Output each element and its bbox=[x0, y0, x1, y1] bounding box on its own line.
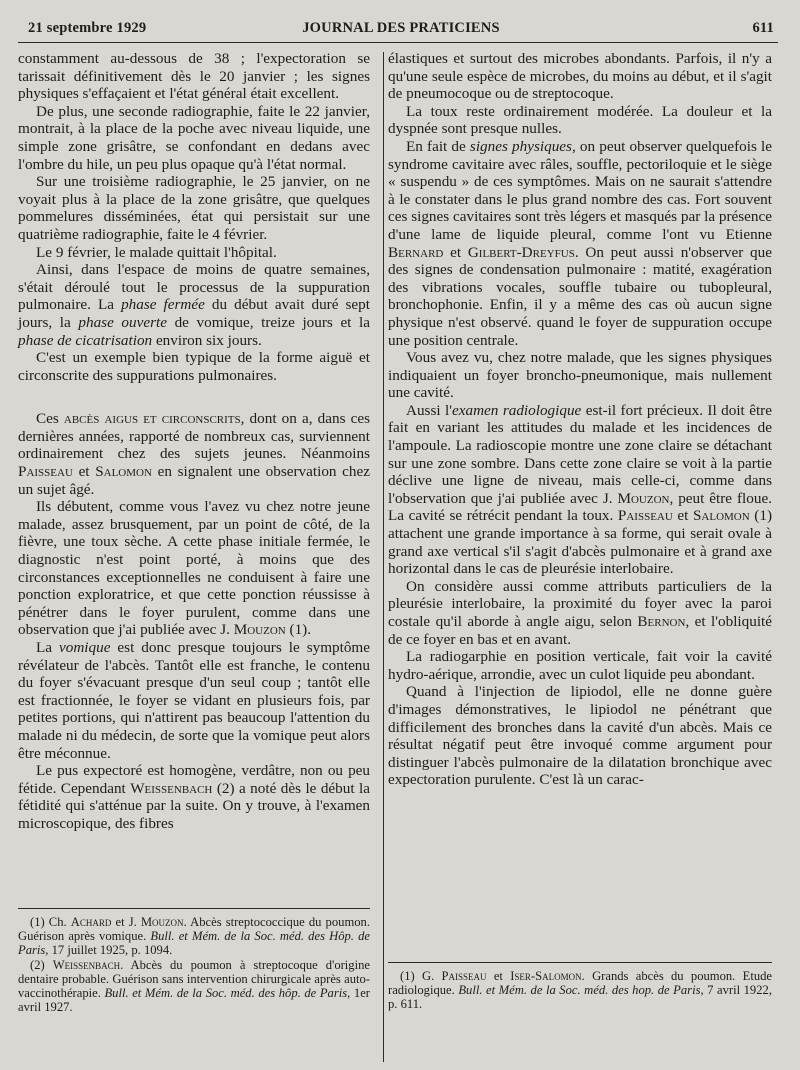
text-run: environ six jours. bbox=[152, 331, 262, 349]
header-page-number: 611 bbox=[752, 20, 774, 36]
text-run: de vomique, treize jours et la bbox=[166, 313, 370, 331]
paragraph bbox=[388, 578, 772, 648]
text-run: (2) a noté dès le début la fétidité qui s'atténue par la suite. On y trouve, à l'examen microscopique, des fibres bbox=[18, 779, 370, 832]
text-run: Ils débutent, comme vous l'avez vu chez notre jeune malade, assez brusquement, par un point de côté, de la fièvre, une toux sèche. A cette phase initiale fermée, le diagnostic n'est point porté, à moins que des circonstances exceptionnelles ne conduisent à faire une ponction exploratrice, et que cette ponction réussisse à pénétrer dans le foyer purulent, comme dans une observation que j'ai publiée avec J. bbox=[18, 498, 370, 639]
text-run: est donc presque toujours le symptôme révélateur de l'abcès. Tantôt elle est franche, le contenu du foyer s'évacuant presque d'un seul coup ; tantôt elle est fractionnée, le foyer se vidant en plusieurs fois, par petites portions, qui n'attirent pas beaucoup l'attention du malade ni du médecin, de sorte que la vomique peut alors être méconnue. bbox=[18, 639, 370, 762]
text-run: (1) attachent une grande importance à sa forme, qui serait ovale à grand axe vertical s'il s'agit d'abcès pulmonaire et à grand axe horizontal dans le cas de pleurésie interlobaire. bbox=[388, 507, 773, 578]
small-caps-term: abcès aigus et circonscrits bbox=[63, 410, 241, 428]
text-run: et bbox=[672, 507, 693, 525]
paragraph: Le 9 février, le malade quittait l'hôpital. bbox=[36, 243, 277, 261]
text-run: La bbox=[36, 639, 59, 656]
text-run: du début avait duré sept jours, la bbox=[18, 296, 370, 331]
italic-term: phase ouverte bbox=[78, 313, 167, 331]
journal-citation: Bull. et Mém. de la Soc. méd. des hôp. de Paris, bbox=[104, 986, 351, 1001]
author-name: Mouzon bbox=[617, 489, 670, 507]
author-name: Salomon bbox=[95, 463, 152, 481]
paragraph: Sur une troisième radiographie, le 25 janvier, on ne voyait plus à la place de la zone grisâtre, que quelques pommelures disséminées, état qui persistait sur une quatrième radiographie, faite le 4 février. bbox=[18, 173, 370, 243]
journal-citation: Bull. et Mém. de la Soc. méd. des Hôp. de Paris, bbox=[18, 929, 370, 958]
text-run: (1) Ch. bbox=[30, 915, 71, 929]
text-run: en signalent une observation chez un sujet âgé. bbox=[18, 463, 370, 498]
author-name: Weissenbach bbox=[130, 779, 213, 797]
journal-citation: Bull. et Mém. de la Soc. méd. des hop. de Paris, bbox=[458, 983, 704, 998]
header-date: 21 septembre 1929 bbox=[28, 20, 147, 36]
header-journal-title: JOURNAL DES PRATICIENS bbox=[302, 20, 500, 36]
left-footnotes bbox=[18, 908, 370, 1014]
header-rule bbox=[18, 42, 778, 43]
column-divider bbox=[383, 52, 384, 1062]
text-run: . Grands abcès du poumon. Etude radiologique. bbox=[388, 969, 772, 998]
author-name: Mouzon bbox=[233, 621, 286, 639]
paragraph: C'est un exemple bien typique de la forme aiguë et circonscrite des suppurations pulmonaires. bbox=[18, 349, 370, 384]
right-footnotes bbox=[388, 962, 772, 1012]
paragraph: élastiques et surtout des microbes abondants. Parfois, il n'y a qu'une seule espèce de microbes, du moins au début, et il s'agit de pneumocoque ou de streptocoque. bbox=[388, 50, 772, 103]
footnote bbox=[18, 915, 370, 958]
paragraph: La toux reste ordinairement modérée. La douleur et la dyspnée sont presque nulles. bbox=[388, 102, 772, 138]
text-run: On considère aussi comme attributs particuliers de la pleurésie interlobaire, la proximité du foyer avec la paroi costale qu'il aborde à angle aigu, selon bbox=[388, 577, 772, 630]
author-name: Paisseau bbox=[18, 463, 73, 481]
right-column bbox=[388, 50, 772, 789]
paragraph bbox=[18, 498, 370, 639]
author-name: Salomon bbox=[692, 507, 750, 525]
paragraph bbox=[388, 402, 772, 578]
left-column bbox=[18, 50, 370, 833]
italic-term: vomique bbox=[59, 639, 111, 656]
text-run: et bbox=[486, 969, 511, 983]
author-name: Bernard bbox=[388, 243, 444, 261]
text-run: , peut être floue. La cavité se rétrécit pendant la toux. bbox=[388, 489, 772, 525]
text-run: 1er avril 1927. bbox=[18, 986, 370, 1015]
italic-term: examen radiologique bbox=[452, 401, 582, 419]
text-run: , dont on a, dans ces dernières années, rapporté de nombreux cas, surviennent ordinairement chez des sujets jeunes. Néanmoins bbox=[18, 410, 371, 463]
text-run: (2) bbox=[30, 957, 53, 972]
text-run: 7 avril 1922, p. 611. bbox=[388, 983, 772, 1012]
text-run: et bbox=[72, 463, 96, 481]
text-run: , on peut observer quelquefois le syndrome cavitaire avec râles, souffle, pectoriloquie et le siège « suspendu » de ces symptômes. Mais on ne saurait s'attendre à le constater dans le plus grand nombre des cas. Fort souvent ces signes cavitaires sont très légers et masqués par la présence d'une lame de liquide pleural, comme l'ont vu Etienne bbox=[388, 137, 772, 243]
text-run: , et l'obliquité de ce foyer en bas et en avant. bbox=[388, 613, 772, 648]
text-run: (1). bbox=[285, 621, 312, 639]
footnote bbox=[388, 969, 772, 1012]
text-run: Le pus expectoré est homogène, verdâtre, non ou peu fétide. Cependant bbox=[18, 762, 370, 797]
footnote bbox=[18, 958, 370, 1015]
text-run: (1) G. bbox=[400, 969, 442, 983]
text-run: . Abcès du poumon à streptocoque d'origine dentaire probable. Guérison sans intervention chirurgicale après auto-vaccinothérapie. bbox=[18, 957, 370, 1001]
running-header bbox=[28, 16, 774, 40]
text-run: . On peut aussi n'observer que des signes de condensation pulmonaire : matité, exagération des vibrations vocales, souffle tubaire ou tubopleural, bronchophonie. Enfin, il y a même des cas où aucun signe physique n'est observé. quand le foyer de suppuration occupe une position centrale. bbox=[388, 243, 772, 349]
italic-term: signes physiques bbox=[469, 137, 572, 155]
author-name: Bernon bbox=[637, 613, 686, 630]
author-name: Mouzon bbox=[140, 915, 184, 929]
text-run: Ces bbox=[36, 410, 64, 428]
paragraph: La radiogarphie en position verticale, fait voir la cavité hydro-aérique, arrondie, avec un culot liquide peu abondant. bbox=[388, 648, 772, 683]
paragraph: Vous avez vu, chez notre malade, que les signes physiques indiquaient un foyer broncho-pneumonique, mais nullement une cavité. bbox=[388, 349, 772, 402]
author-name: Gilbert-Dreyfus bbox=[467, 243, 575, 261]
footnote-rule bbox=[388, 962, 772, 963]
paragraph: constamment au-dessous de 38 ; l'expectoration se tarissait définitivement dès le 20 janvier ; les signes physiques s'effaçaient et l'état général était excellent. bbox=[18, 50, 370, 103]
author-name: Paisseau bbox=[441, 969, 487, 983]
paragraph bbox=[388, 138, 772, 349]
italic-term: phase fermée bbox=[121, 296, 205, 314]
author-name: Paisseau bbox=[617, 507, 673, 525]
text-run: et bbox=[443, 243, 468, 261]
text-run: Ainsi, dans l'espace de moins de quatre semaines, s'était déroulé tout le processus de la suppuration pulmonaire. La bbox=[18, 261, 370, 314]
footnote-rule bbox=[18, 908, 370, 909]
text-run: 17 juillet 1925, p. 1094. bbox=[48, 943, 173, 958]
paragraph bbox=[18, 410, 370, 498]
text-run: En fait de bbox=[406, 137, 470, 155]
text-run: et J. bbox=[111, 915, 141, 929]
author-name: Iser-Salomon bbox=[510, 969, 582, 983]
paragraph bbox=[18, 762, 370, 832]
text-run: est-il fort précieux. Il doit être fait en variant les attitudes du malade et les incidences de l'ampoule. La radioscopie montre une zone claire se détachant sur une zone sombre. Dans cette zone claire se voit à la partie déclive une ligne de niveau, mais celle-ci, comme dans l'observation que j'ai publiée avec J. bbox=[388, 401, 772, 507]
text-run: Aussi l' bbox=[406, 401, 452, 419]
paragraph: Quand à l'injection de lipiodol, elle ne donne guère d'images démonstratives, le lipiodol ne pénétrant que difficilement des bronches dans la cavité d'un abcès. Mais ce résultat négatif peut être invoqué comme argument pour distinguer l'abcès pulmonaire de la dilatation bronchique avec expectoration purulente. C'est là un carac- bbox=[388, 683, 772, 789]
paragraph bbox=[18, 261, 370, 349]
paragraph bbox=[18, 639, 370, 762]
author-name: Weissenbach bbox=[52, 957, 121, 972]
italic-term: phase de cicatrisation bbox=[18, 331, 153, 349]
author-name: Achard bbox=[70, 915, 112, 929]
text-run: . Abcès streptococcique du poumon. Guérison après vomique. bbox=[18, 915, 370, 944]
paragraph: De plus, une seconde radiographie, faite le 22 janvier, montrait, à la place de la poche avec niveau liquide, une simple zone grisâtre, se confondant en dedans avec l'ombre du hile, un peu plus opaque qu'à l'état normal. bbox=[18, 102, 370, 173]
